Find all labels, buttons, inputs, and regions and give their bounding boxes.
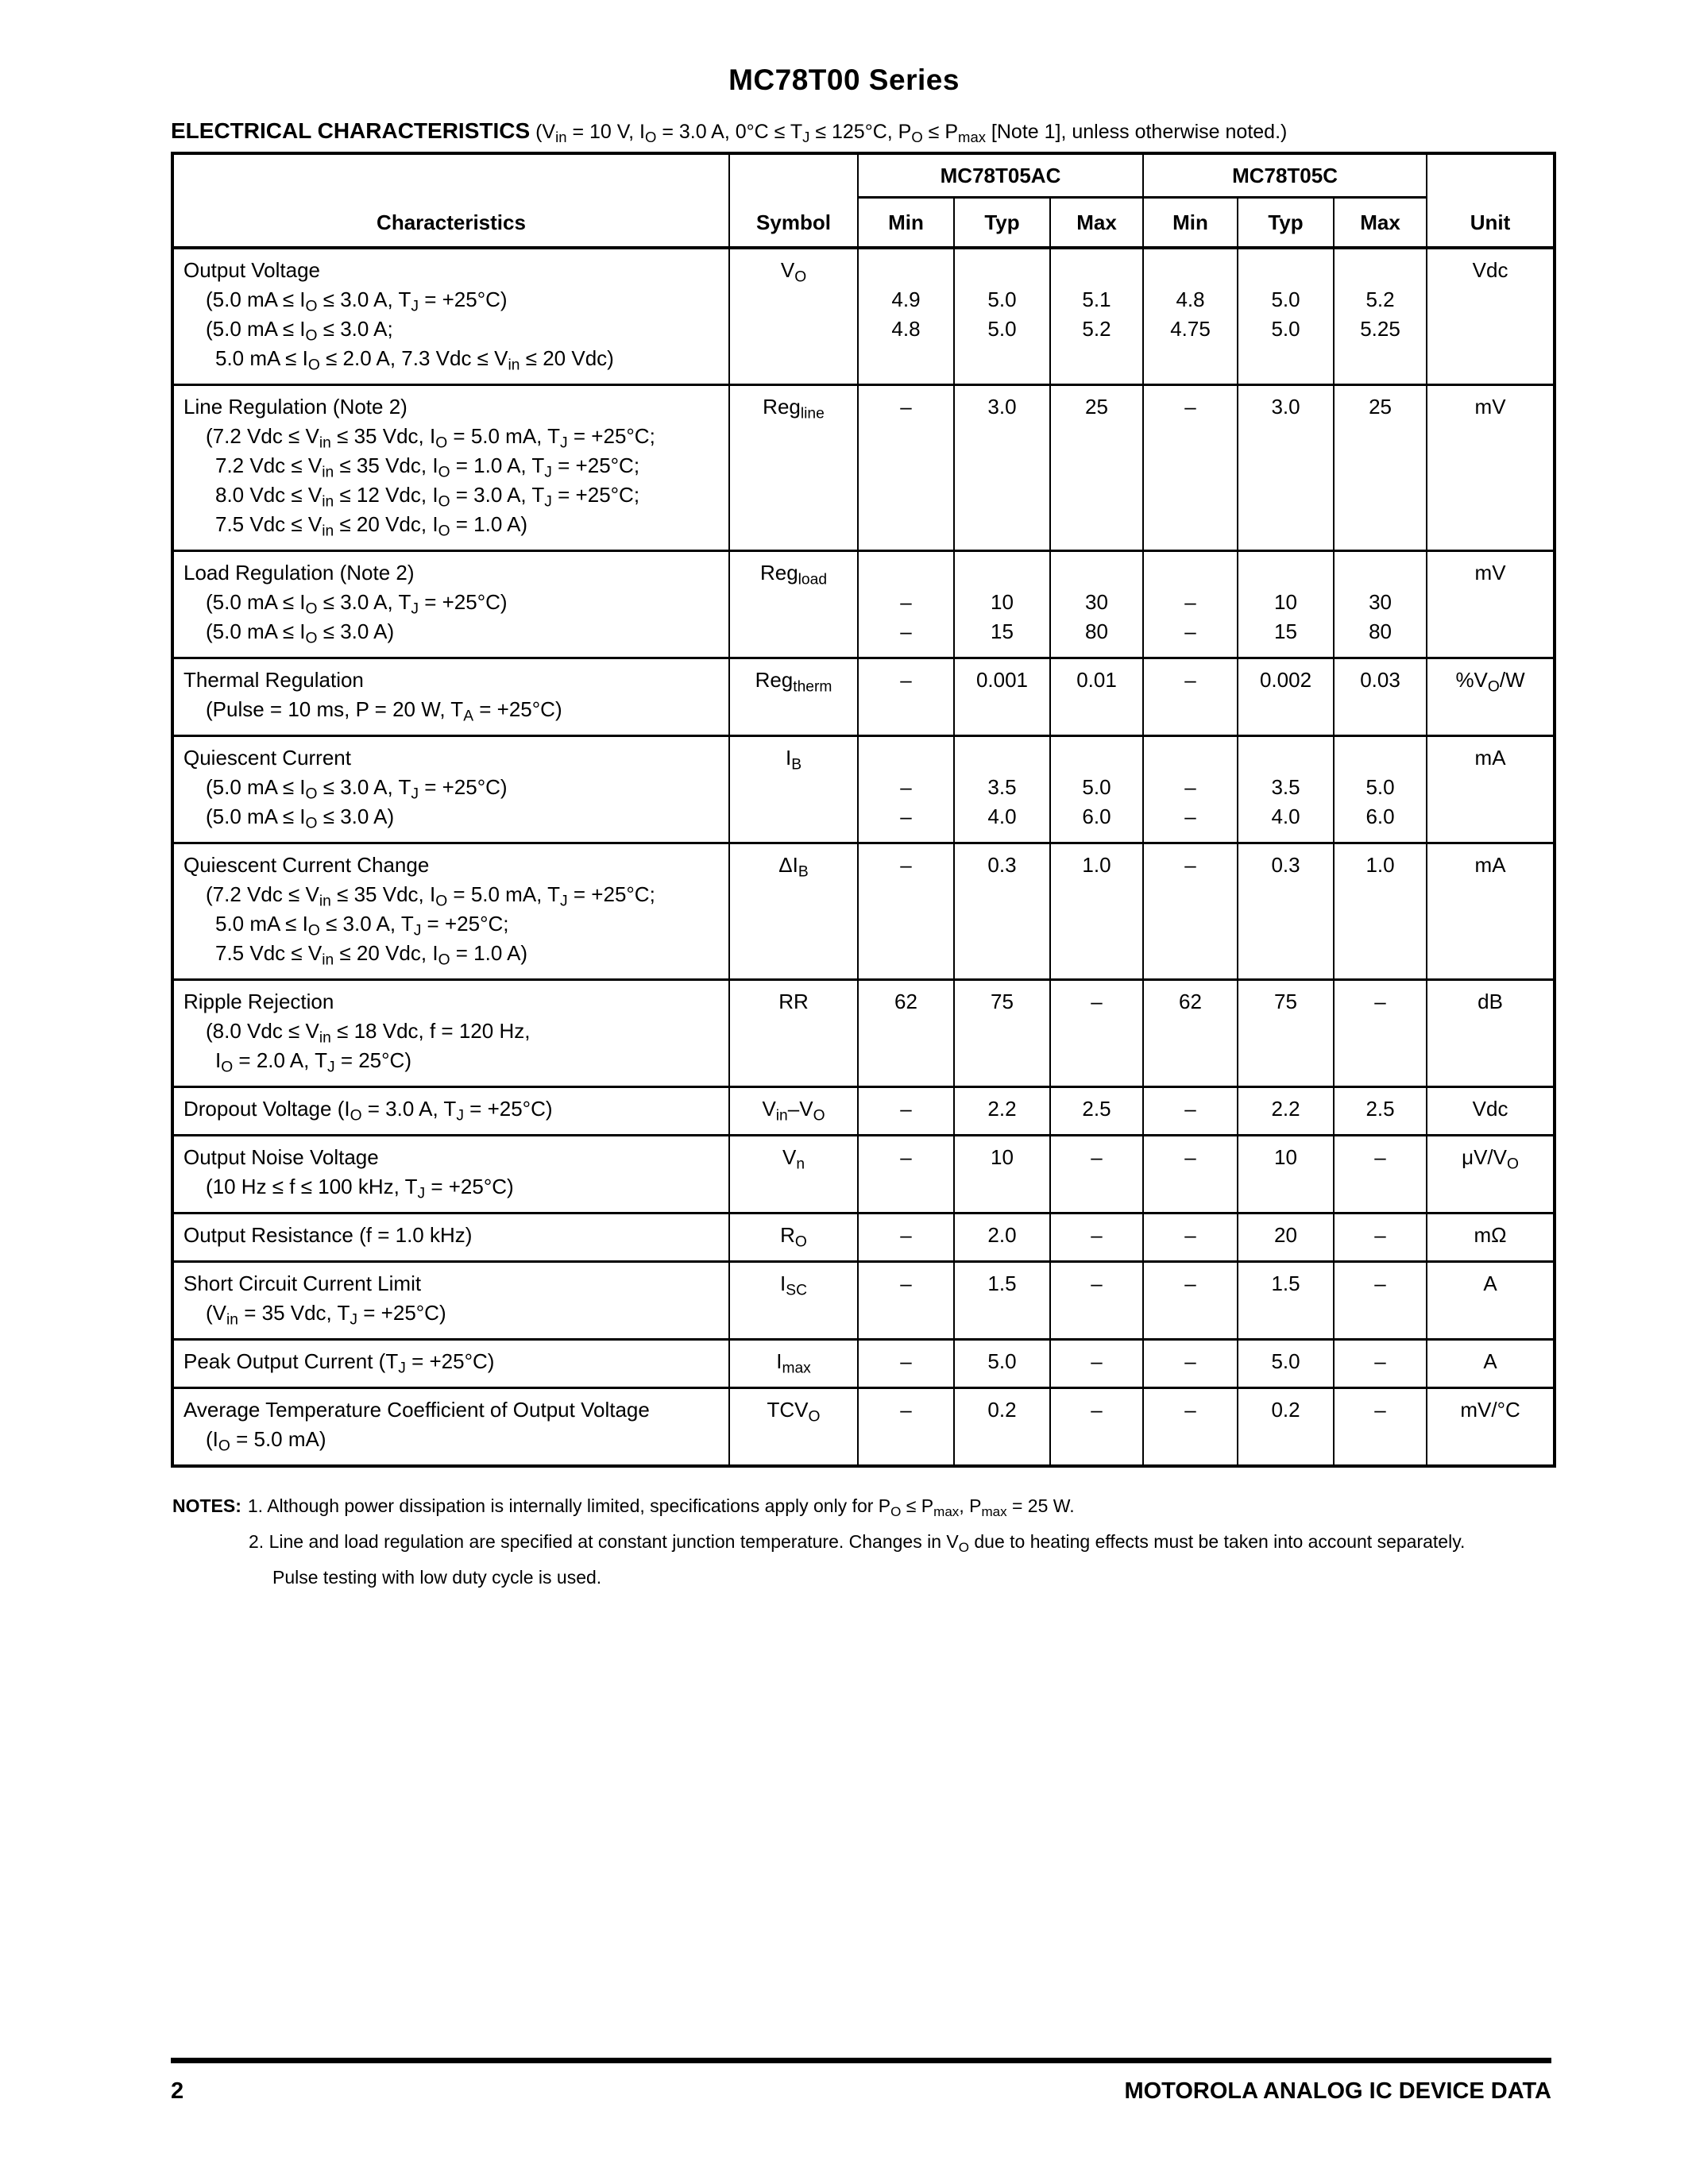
symbol-cell: Reg$_{line}$ xyxy=(729,385,858,551)
col-header-max-ac: Max xyxy=(1050,198,1143,249)
table-row xyxy=(172,980,1555,1087)
col-group-mc78t05c: MC78T05C xyxy=(1143,153,1427,198)
note-line xyxy=(172,1560,1602,1596)
value-cell: 30 80 xyxy=(1050,551,1143,658)
value-cell: 10 15 xyxy=(954,551,1050,658)
value-cell: – xyxy=(1143,843,1238,980)
value-cell: – xyxy=(1050,1262,1143,1340)
characteristic-cell: Load Regulation (Note 2) (5.0 mA ≤ $I_O \le 3.0$ A, $T_J = +25^\circ C$) (5.0 mA ≤ $I_O \le 3.0$ A) xyxy=(172,551,729,658)
value-cell: 10 xyxy=(1238,1136,1334,1214)
col-header-min-ac: Min xyxy=(858,198,954,249)
unit-cell: A xyxy=(1427,1262,1555,1340)
note-line xyxy=(172,1488,1602,1524)
section-heading xyxy=(171,118,1553,144)
value-cell: – xyxy=(1143,385,1238,551)
symbol-cell: $I_{max}$ xyxy=(729,1340,858,1388)
value-cell: – xyxy=(1334,1388,1427,1467)
value-cell: – xyxy=(1334,1136,1427,1214)
value-cell: 5.0 xyxy=(1238,1340,1334,1388)
value-cell: – – xyxy=(858,736,954,843)
section-conditions: ($V_{in} = 10$ V, $I_O = 3.0$ A, $0^\circ C \le T_J \le 125^\circ C$, $P_O \le P_{max}$ [Note 1], unless otherwise noted.) xyxy=(530,121,1288,146)
value-cell: 1.0 xyxy=(1334,843,1427,980)
characteristic-cell: Output Noise Voltage (10 Hz ≤ f ≤ 100 kHz, $T_J = +25^\circ C$) xyxy=(172,1136,729,1214)
symbol-cell: Reg$_{load}$ xyxy=(729,551,858,658)
unit-cell: dB xyxy=(1427,980,1555,1087)
value-cell: 30 80 xyxy=(1334,551,1427,658)
symbol-cell: $V_{in}-V_O$ xyxy=(729,1087,858,1136)
value-cell: – xyxy=(1050,980,1143,1087)
unit-cell: mV xyxy=(1427,385,1555,551)
value-cell: 3.0 xyxy=(1238,385,1334,551)
section-heading-label: ELECTRICAL CHARACTERISTICS xyxy=(171,118,531,143)
value-cell: – xyxy=(1334,1262,1427,1340)
table-row xyxy=(172,1136,1555,1214)
characteristic-cell: Ripple Rejection (8.0 Vdc ≤ $V_{in} \le 18$ Vdc, f = 120 Hz, $I_O = 2.0$ A, $T_J = 25^\circ C$) xyxy=(172,980,729,1087)
table-row xyxy=(172,1087,1555,1136)
value-cell: – xyxy=(1334,980,1427,1087)
col-header-typ-c: Typ xyxy=(1238,198,1334,249)
unit-cell: mA xyxy=(1427,736,1555,843)
symbol-cell: $I_{SC}$ xyxy=(729,1262,858,1340)
symbol-cell: $V_n$ xyxy=(729,1136,858,1214)
electrical-characteristics-table xyxy=(171,152,1556,1468)
symbol-cell: $R_O$ xyxy=(729,1214,858,1262)
characteristic-cell: Short Circuit Current Limit ($V_{in} = 35$ Vdc, $T_J = +25^\circ C$) xyxy=(172,1262,729,1340)
value-cell: – xyxy=(1334,1214,1427,1262)
value-cell: 5.0 5.0 xyxy=(1238,248,1334,385)
value-cell: 4.8 4.75 xyxy=(1143,248,1238,385)
value-cell: 5.1 5.2 xyxy=(1050,248,1143,385)
value-cell: – xyxy=(1143,1136,1238,1214)
page-footer xyxy=(171,2078,1551,2105)
value-cell: 5.0 6.0 xyxy=(1334,736,1427,843)
value-cell: – xyxy=(1050,1136,1143,1214)
unit-cell: A xyxy=(1427,1340,1555,1388)
notes-label: NOTES: xyxy=(172,1495,241,1516)
characteristic-cell: Output Resistance (f = 1.0 kHz) xyxy=(172,1214,729,1262)
unit-cell: mV/°C xyxy=(1427,1388,1555,1467)
table-row xyxy=(172,1388,1555,1467)
value-cell: 2.0 xyxy=(954,1214,1050,1262)
value-cell: 1.0 xyxy=(1050,843,1143,980)
value-cell: – xyxy=(1143,1262,1238,1340)
col-header-min-c: Min xyxy=(1143,198,1238,249)
symbol-cell: $V_O$ xyxy=(729,248,858,385)
col-group-mc78t05ac: MC78T05AC xyxy=(858,153,1143,198)
value-cell: 25 xyxy=(1334,385,1427,551)
value-cell: 0.002 xyxy=(1238,658,1334,736)
table-row xyxy=(172,385,1555,551)
unit-cell: mΩ xyxy=(1427,1214,1555,1262)
note-2-continuation: Pulse testing with low duty cycle is used. xyxy=(272,1567,602,1588)
symbol-cell: Reg$_{therm}$ xyxy=(729,658,858,736)
value-cell: 25 xyxy=(1050,385,1143,551)
value-cell: – xyxy=(858,1388,954,1467)
table-row xyxy=(172,736,1555,843)
footer-brand: MOTOROLA ANALOG IC DEVICE DATA xyxy=(1124,2078,1551,2104)
value-cell: 3.5 4.0 xyxy=(954,736,1050,843)
table-row xyxy=(172,1340,1555,1388)
value-cell: – xyxy=(1143,1340,1238,1388)
value-cell: – xyxy=(1050,1340,1143,1388)
unit-cell: mV xyxy=(1427,551,1555,658)
value-cell: – xyxy=(1143,658,1238,736)
note-1-text: 1. Although power dissipation is internally limited, specifications apply only for $P_O \le P_{max}$, $P_{max} = 25$ W. xyxy=(247,1495,1075,1519)
table-row xyxy=(172,551,1555,658)
value-cell: 5.0 6.0 xyxy=(1050,736,1143,843)
note-2-text: 2. Line and load regulation are specified at constant junction temperature. Changes in $V_O$ due to heating effects must be taken into account separately. xyxy=(249,1531,1466,1555)
value-cell: 10 xyxy=(954,1136,1050,1214)
value-cell: – xyxy=(858,658,954,736)
value-cell: – xyxy=(858,843,954,980)
page-number: 2 xyxy=(171,2078,184,2104)
table-row xyxy=(172,1262,1555,1340)
value-cell: – – xyxy=(858,551,954,658)
value-cell: – xyxy=(1050,1388,1143,1467)
value-cell: 3.0 xyxy=(954,385,1050,551)
value-cell: 0.3 xyxy=(1238,843,1334,980)
symbol-cell: $\Delta I_B$ xyxy=(729,843,858,980)
value-cell: 10 15 xyxy=(1238,551,1334,658)
value-cell: – xyxy=(1143,1214,1238,1262)
notes xyxy=(172,1488,1602,1596)
value-cell: 75 xyxy=(954,980,1050,1087)
value-cell: 1.5 xyxy=(954,1262,1050,1340)
characteristic-cell: Average Temperature Coefficient of Output Voltage ($I_O = 5.0$ mA) xyxy=(172,1388,729,1467)
value-cell: 2.2 xyxy=(1238,1087,1334,1136)
value-cell: – xyxy=(1143,1388,1238,1467)
value-cell: 1.5 xyxy=(1238,1262,1334,1340)
unit-cell: $\mu V/V_O$ xyxy=(1427,1136,1555,1214)
value-cell: 62 xyxy=(858,980,954,1087)
value-cell: – xyxy=(858,1087,954,1136)
table-row xyxy=(172,843,1555,980)
value-cell: – xyxy=(1050,1214,1143,1262)
col-header-max-c: Max xyxy=(1334,198,1427,249)
value-cell: 75 xyxy=(1238,980,1334,1087)
unit-cell: Vdc xyxy=(1427,1087,1555,1136)
table-row xyxy=(172,658,1555,736)
value-cell: 62 xyxy=(1143,980,1238,1087)
value-cell: 0.2 xyxy=(954,1388,1050,1467)
symbol-cell: $TCV_O$ xyxy=(729,1388,858,1467)
page-title: MC78T00 Series xyxy=(728,64,960,96)
value-cell: 5.0 5.0 xyxy=(954,248,1050,385)
value-cell: – xyxy=(1143,1087,1238,1136)
value-cell: – xyxy=(858,1262,954,1340)
value-cell: 4.9 4.8 xyxy=(858,248,954,385)
value-cell: – xyxy=(858,1136,954,1214)
value-cell: 3.5 4.0 xyxy=(1238,736,1334,843)
value-cell: 5.0 xyxy=(954,1340,1050,1388)
unit-cell: mA xyxy=(1427,843,1555,980)
value-cell: 20 xyxy=(1238,1214,1334,1262)
value-cell: 2.2 xyxy=(954,1087,1050,1136)
value-cell: – xyxy=(858,385,954,551)
value-cell: 0.3 xyxy=(954,843,1050,980)
col-header-typ-ac: Typ xyxy=(954,198,1050,249)
unit-cell: Vdc xyxy=(1427,248,1555,385)
value-cell: – – xyxy=(1143,736,1238,843)
col-header-unit: Unit xyxy=(1427,153,1555,248)
table-row xyxy=(172,1214,1555,1262)
characteristic-cell: Quiescent Current (5.0 mA ≤ $I_O \le 3.0$ A, $T_J = +25^\circ C$) (5.0 mA ≤ $I_O \le 3.0$ A) xyxy=(172,736,729,843)
unit-cell: $\%V_O/W$ xyxy=(1427,658,1555,736)
table-row xyxy=(172,248,1555,385)
characteristic-cell: Dropout Voltage ($I_O = 3.0$ A, $T_J = +25^\circ C$) xyxy=(172,1087,729,1136)
col-header-characteristics: Characteristics xyxy=(172,153,729,248)
value-cell: 5.2 5.25 xyxy=(1334,248,1427,385)
value-cell: 0.01 xyxy=(1050,658,1143,736)
characteristic-cell: Thermal Regulation (Pulse = 10 ms, P = 20 W, $T_A = +25^\circ C$) xyxy=(172,658,729,736)
characteristic-cell: Line Regulation (Note 2) (7.2 Vdc ≤ $V_{in} \le 35$ Vdc, $I_O = 5.0$ mA, $T_J = +25^\circ C$; 7.2 Vdc ≤ $V_{in} \le 35$ Vdc, $I_O = 1.0$ A, $T_J = +25^\circ C$; 8.0 Vdc ≤ $V_{in} \le 12$ Vdc, $I_O = 3.0$ A, $T_J = +25^\circ C$; 7.5 Vdc ≤ $V_{in} \le 20$ Vdc, $I_O = 1.0$ A) xyxy=(172,385,729,551)
value-cell: – xyxy=(858,1214,954,1262)
value-cell: 0.001 xyxy=(954,658,1050,736)
note-line xyxy=(172,1524,1602,1560)
value-cell: – – xyxy=(1143,551,1238,658)
value-cell: 0.03 xyxy=(1334,658,1427,736)
characteristic-cell: Quiescent Current Change (7.2 Vdc ≤ $V_{in} \le 35$ Vdc, $I_O = 5.0$ mA, $T_J = +25^\circ C$; 5.0 mA ≤ $I_O \le 3.0$ A, $T_J = +25^\circ C$; 7.5 Vdc ≤ $V_{in} \le 20$ Vdc, $I_O = 1.0$ A) xyxy=(172,843,729,980)
characteristic-cell: Peak Output Current $(T_J = +25^\circ C)$ xyxy=(172,1340,729,1388)
value-cell: – xyxy=(1334,1340,1427,1388)
symbol-cell: RR xyxy=(729,980,858,1087)
table-body xyxy=(172,248,1555,1466)
col-header-symbol: Symbol xyxy=(729,153,858,248)
value-cell: – xyxy=(858,1340,954,1388)
value-cell: 2.5 xyxy=(1334,1087,1427,1136)
characteristic-cell: Output Voltage (5.0 mA ≤ $I_O \le 3.0$ A, $T_J = +25^\circ C$) (5.0 mA ≤ $I_O \le 3.0$ A; 5.0 mA ≤ $I_O \le 2.0$ A, 7.3 Vdc ≤ $V_{in} \le 20$ Vdc) xyxy=(172,248,729,385)
footer-rule xyxy=(171,2058,1551,2063)
symbol-cell: $I_B$ xyxy=(729,736,858,843)
value-cell: 2.5 xyxy=(1050,1087,1143,1136)
value-cell: 0.2 xyxy=(1238,1388,1334,1467)
